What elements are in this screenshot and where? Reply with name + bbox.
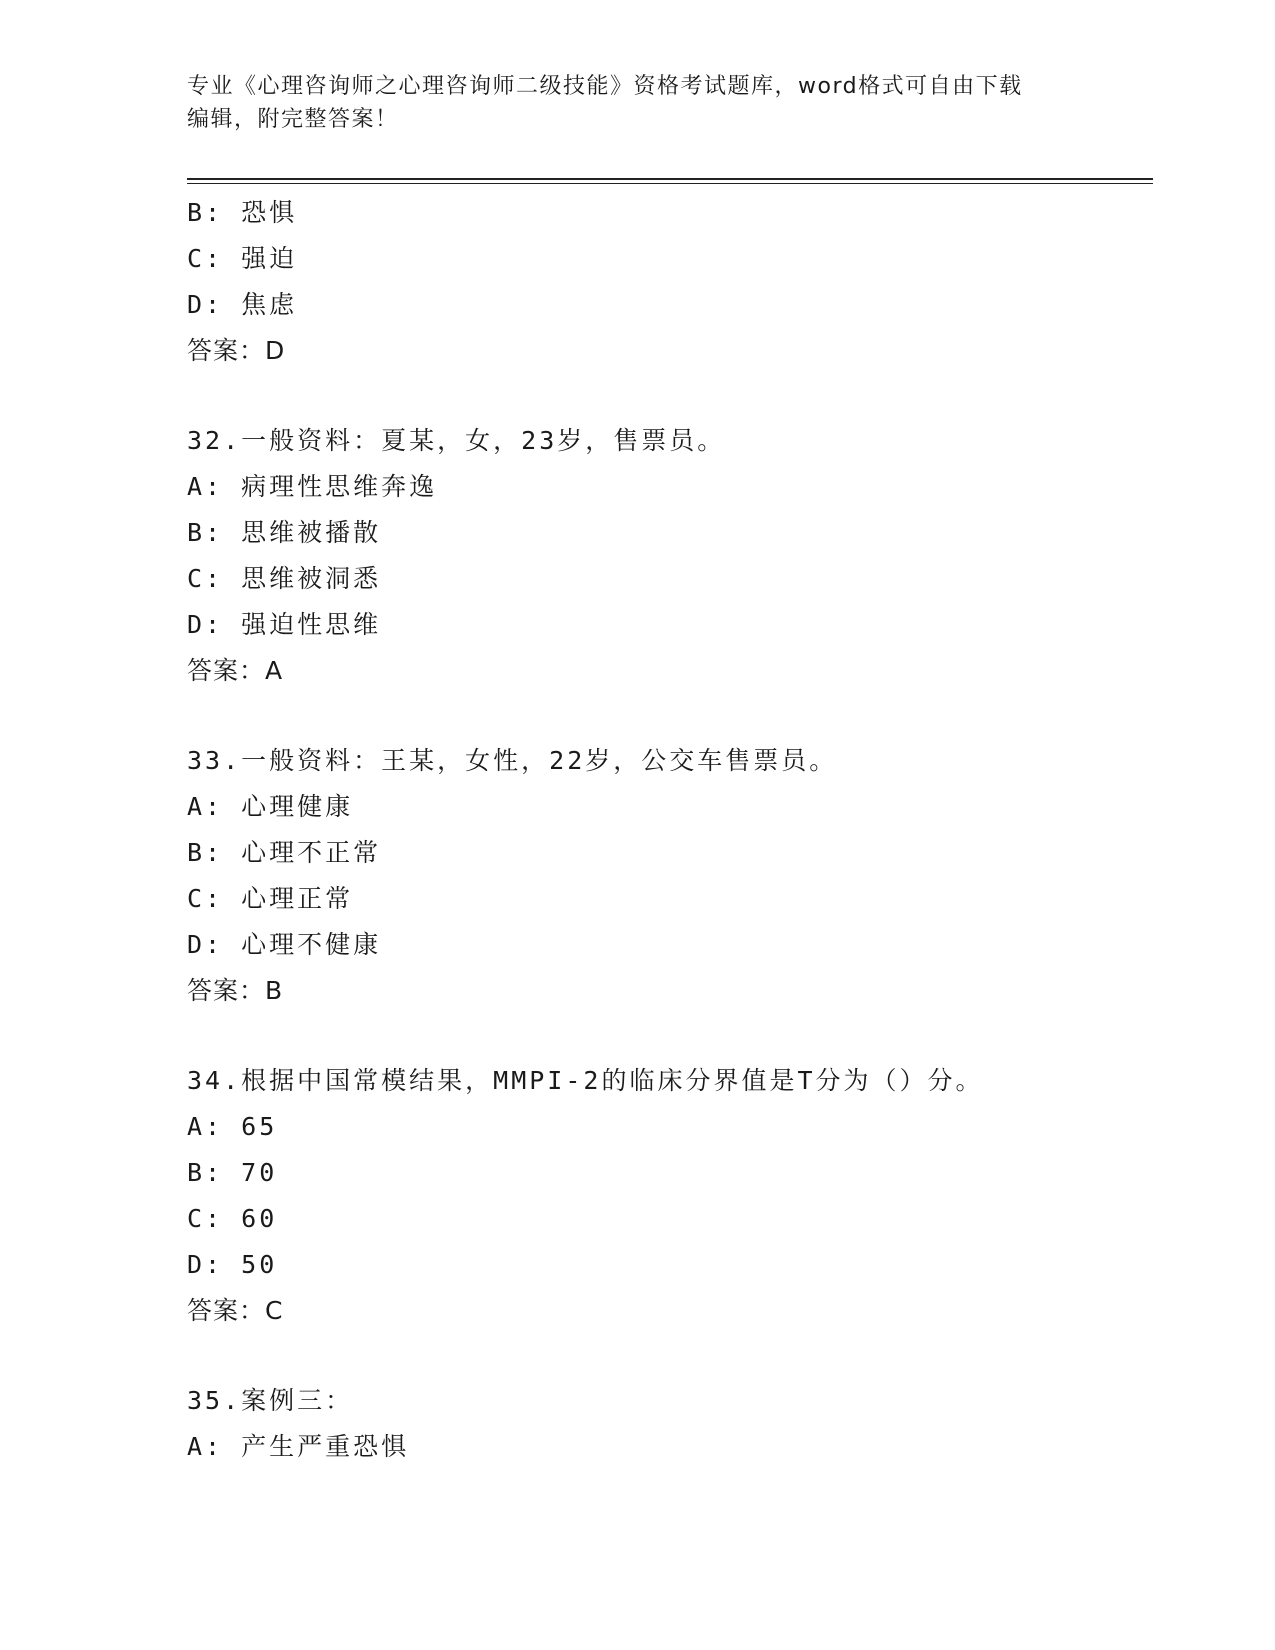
option-b: B: 恐惧 [187, 198, 298, 227]
spacer [187, 694, 1147, 738]
option-d: D: 50 [187, 1250, 278, 1279]
option-a: A: 心理健康 [187, 792, 354, 821]
header-line-2: 编辑，附完整答案！ [187, 107, 399, 132]
option-a: A: 产生严重恐惧 [187, 1432, 410, 1461]
answer-line: 答案：A [187, 656, 284, 685]
question-35 [187, 1378, 1147, 1470]
question-stem: 34.根据中国常模结果，MMPI-2的临床分界值是T分为（）分。 [187, 1066, 984, 1095]
question-fragment [187, 190, 1147, 374]
option-d: D: 心理不健康 [187, 930, 382, 959]
header-divider-thick [187, 178, 1153, 180]
option-c: C: 思维被洞悉 [187, 564, 382, 593]
answer-line: 答案：D [187, 336, 286, 365]
option-d: D: 焦虑 [187, 290, 298, 319]
question-stem: 35.案例三： [187, 1386, 354, 1415]
question-stem: 33.一般资料：王某，女性，22岁，公交车售票员。 [187, 746, 838, 775]
option-d: D: 强迫性思维 [187, 610, 382, 639]
option-c: C: 60 [187, 1204, 278, 1233]
spacer [187, 374, 1147, 418]
header-divider-thin [187, 183, 1153, 184]
answer-line: 答案：B [187, 976, 284, 1005]
spacer [187, 1014, 1147, 1058]
question-32 [187, 418, 1147, 694]
question-stem: 32.一般资料：夏某，女，23岁，售票员。 [187, 426, 726, 455]
spacer [187, 1334, 1147, 1378]
option-b: B: 思维被播散 [187, 518, 382, 547]
header-line-1: 专业《心理咨询师之心理咨询师二级技能》资格考试题库，word格式可自由下载 [187, 74, 1023, 99]
option-a: A: 65 [187, 1112, 278, 1141]
document-header [187, 70, 1087, 136]
option-b: B: 70 [187, 1158, 278, 1187]
question-list [187, 190, 1147, 1470]
option-c: C: 强迫 [187, 244, 298, 273]
answer-line: 答案：C [187, 1296, 284, 1325]
option-a: A: 病理性思维奔逸 [187, 472, 438, 501]
question-34 [187, 1058, 1147, 1334]
option-c: C: 心理正常 [187, 884, 354, 913]
question-33 [187, 738, 1147, 1014]
option-b: B: 心理不正常 [187, 838, 382, 867]
